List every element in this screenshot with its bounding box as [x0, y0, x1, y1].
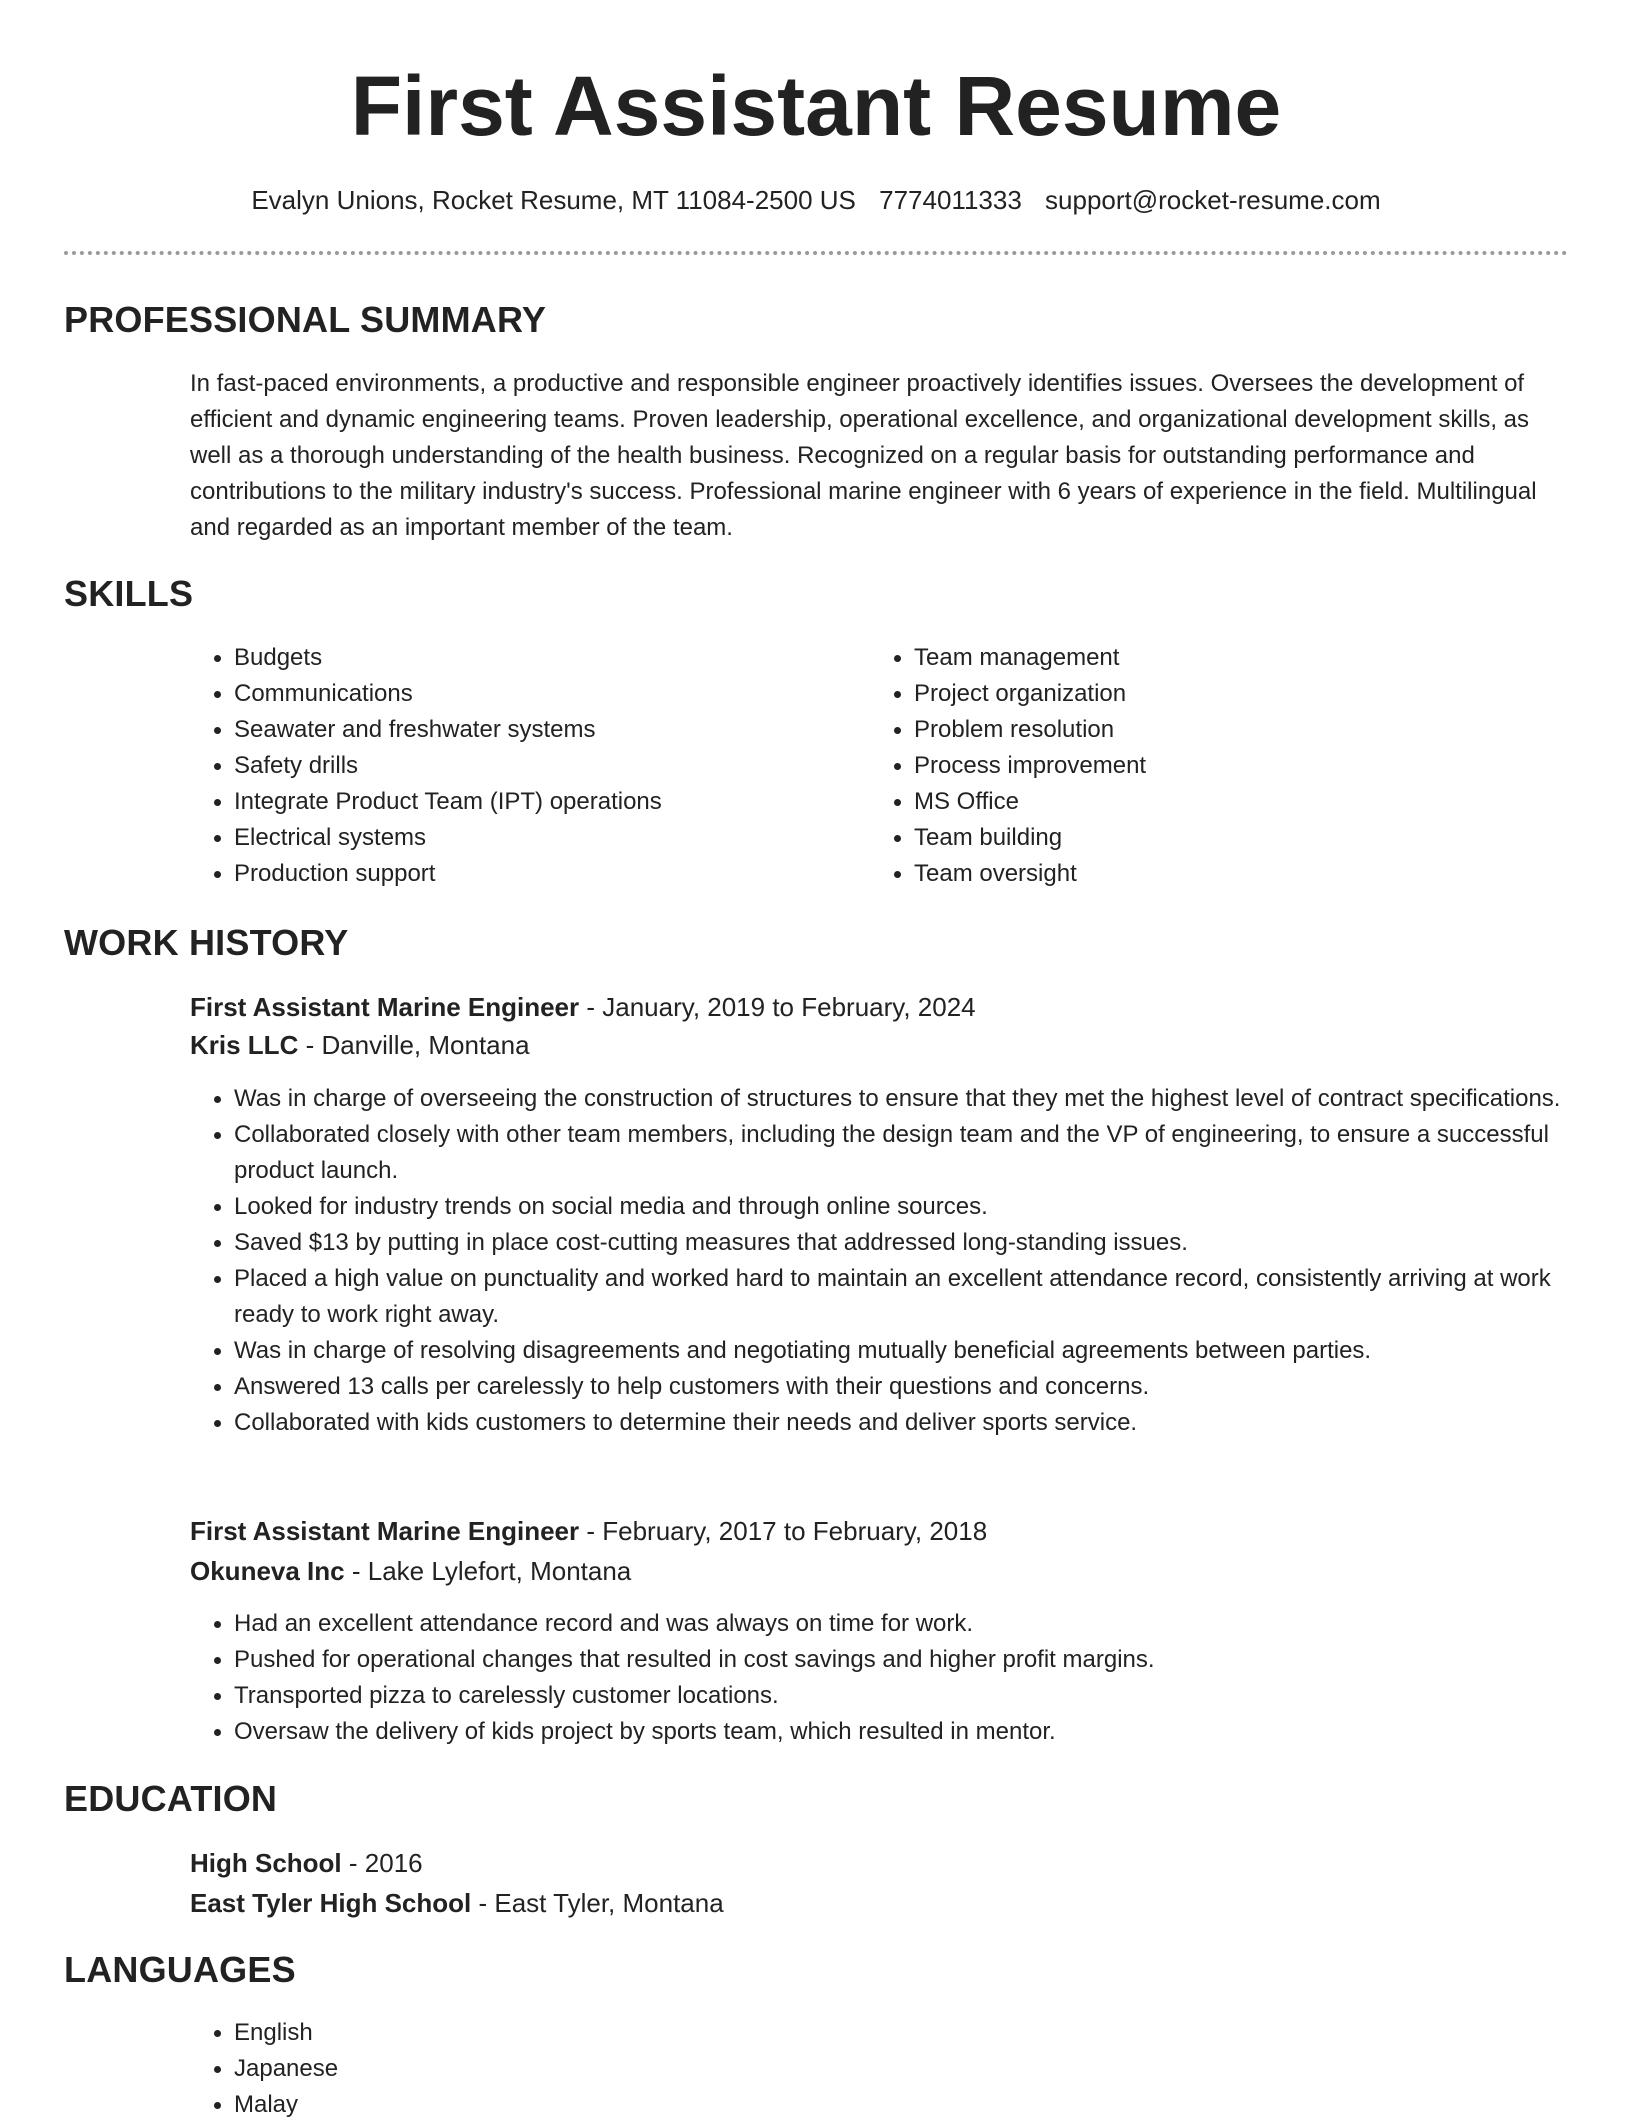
job-title-line [190, 1512, 987, 1550]
job-title: First Assistant Marine Engineer [190, 992, 580, 1022]
job-bullet: • Was in charge of overseeing the construction of structures to ensure that they met the highest level of contract specifications. [234, 1081, 1614, 1117]
languages-heading: LANGUAGES [64, 1949, 296, 1990]
skill-item: • MS Office [914, 784, 1534, 820]
skill-item: • Communications [234, 676, 854, 712]
skills-list-left [190, 640, 854, 892]
job-dates: - January, 2019 to February, 2024 [579, 992, 976, 1022]
job-bullet: • Looked for industry trends on social media and through online sources. [234, 1189, 1614, 1225]
contact-phone: 7774011333 [879, 185, 1022, 215]
job-company: Kris LLC [190, 1030, 299, 1060]
job-bullet: • Placed a high value on punctuality and worked hard to maintain an excellent attendance record, consistently arriving at work ready to work right away. [234, 1261, 1614, 1333]
job-title: First Assistant Marine Engineer [190, 1516, 580, 1546]
job-bullet: • Pushed for operational changes that resulted in cost savings and higher profit margins. [234, 1642, 1614, 1678]
job-bullet: • Collaborated with kids customers to determine their needs and deliver sports service. [234, 1405, 1614, 1441]
job-dates: - February, 2017 to February, 2018 [579, 1516, 988, 1546]
skill-item: • Seawater and freshwater systems [234, 712, 854, 748]
page-title: First Assistant Resume [350, 59, 1282, 153]
skills-heading: SKILLS [64, 573, 194, 614]
job-bullets [190, 1606, 1614, 1750]
job-location: - Danville, Montana [298, 1030, 530, 1060]
job-title-line [190, 988, 976, 1026]
education-heading: EDUCATION [64, 1778, 278, 1819]
contact-address: Evalyn Unions, Rocket Resume, MT 11084-2500 US [251, 185, 856, 215]
skill-item: • Project organization [914, 676, 1534, 712]
work-heading: WORK HISTORY [64, 922, 349, 963]
education-school: East Tyler High School [190, 1888, 472, 1918]
job-location: - Lake Lylefort, Montana [344, 1556, 632, 1586]
education-school-line [190, 1884, 724, 1922]
job-bullets [190, 1081, 1614, 1441]
language-item: • English [234, 2015, 1034, 2051]
skill-item: • Process improvement [914, 748, 1534, 784]
skill-item: • Problem resolution [914, 712, 1534, 748]
header-divider [64, 251, 1568, 255]
skill-item: • Budgets [234, 640, 854, 676]
language-item: • Malay [234, 2087, 1034, 2123]
skill-item: • Production support [234, 856, 854, 892]
job-company: Okuneva Inc [190, 1556, 345, 1586]
languages-list [190, 2015, 1034, 2123]
job-bullet: • Collaborated closely with other team members, including the design team and the VP of engineering, to ensure a successful product launch. [234, 1117, 1614, 1189]
education-degree-line [190, 1844, 423, 1882]
skill-item: • Team oversight [914, 856, 1534, 892]
skill-item: • Team building [914, 820, 1534, 856]
education-degree: High School [190, 1848, 342, 1878]
job-bullet: • Was in charge of resolving disagreements and negotiating mutually beneficial agreements between parties. [234, 1333, 1614, 1369]
contact-line [0, 182, 1632, 218]
education-location: - East Tyler, Montana [471, 1888, 724, 1918]
job-bullet: • Saved $13 by putting in place cost-cutting measures that addressed long-standing issues. [234, 1225, 1614, 1261]
job-bullet: • Answered 13 calls per carelessly to help customers with their questions and concerns. [234, 1369, 1614, 1405]
summary-heading: PROFESSIONAL SUMMARY [64, 299, 547, 340]
language-item: • Japanese [234, 2051, 1034, 2087]
skill-item: • Integrate Product Team (IPT) operations [234, 784, 854, 820]
skill-item: • Team management [914, 640, 1534, 676]
skill-item: • Safety drills [234, 748, 854, 784]
skills-list-right [870, 640, 1534, 892]
contact-email: support@rocket-resume.com [1045, 185, 1381, 215]
job-company-line [190, 1552, 631, 1590]
job-company-line [190, 1026, 530, 1064]
summary-text: In fast-paced environments, a productive and responsible engineer proactively identifies issues. Oversees the development of efficient and dynamic engineering teams. Proven leadership, operational excellence, and organizational development skills, as well as a thorough understanding of the health business. Recognized on a regular basis for outstanding performance and contributions to the military industry's success. Professional marine engineer with 6 years of experience in the field. Multilingual and regarded as an important member of the team. [190, 370, 1537, 541]
job-bullet: • Had an excellent attendance record and was always on time for work. [234, 1606, 1614, 1642]
job-bullet: • Oversaw the delivery of kids project by sports team, which resulted in mentor. [234, 1714, 1614, 1750]
skill-item: • Electrical systems [234, 820, 854, 856]
job-bullet: • Transported pizza to carelessly customer locations. [234, 1678, 1614, 1714]
education-year: - 2016 [341, 1848, 423, 1878]
